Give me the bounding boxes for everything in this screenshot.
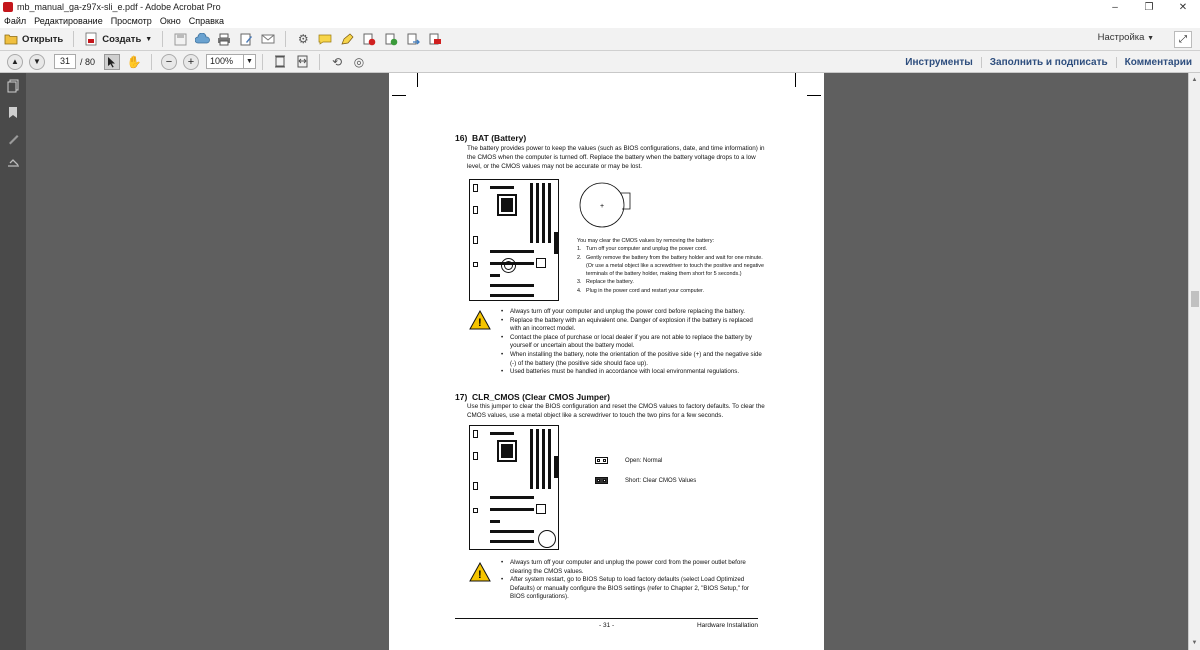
svg-text:+: + xyxy=(600,203,605,210)
open-button[interactable]: Открыть xyxy=(0,30,67,49)
list-item: • When installing the battery, note the orientation of the positive side (+) and the negative side (-) of the battery (the positive side should face up). xyxy=(501,350,762,367)
redact-icon[interactable] xyxy=(427,31,443,47)
rotate-icon[interactable]: ⟲ xyxy=(331,54,343,69)
list-item: • Contact the place of purchase or local dealer if you are not able to replace the battery by yourself or uncertain about the battery model. xyxy=(501,333,752,350)
jumper-open-label: Open: Normal xyxy=(625,458,663,464)
list-item: 2. Gently remove the battery from the battery holder and wait for one minute. (Or use a metal object like a screwdriver to touch the positive and negative terminals of the battery holder, making them short for 5 seconds.) xyxy=(577,254,764,278)
folder-icon xyxy=(4,32,18,46)
comment-icon[interactable] xyxy=(317,31,333,47)
page-footer-section: Hardware Installation xyxy=(696,622,758,629)
list-item: 3. Replace the battery. xyxy=(577,279,634,286)
left-navigation-pane xyxy=(0,73,26,650)
main-toolbar xyxy=(0,28,1200,51)
create-button[interactable]: Создать ▼ xyxy=(80,30,156,49)
motherboard-diagram xyxy=(469,425,559,550)
section-17-description: Use this jumper to clear the BIOS configuration and reset the CMOS values to factory defaults. To clear the CMOS values, use a metal object like a screwdriver to touch the two pins for a few seconds. xyxy=(467,403,765,419)
crop-mark xyxy=(417,73,418,87)
warning-icon xyxy=(469,562,491,582)
section-17-heading: 17) CLR_CMOS (Clear CMOS Jumper) xyxy=(455,392,610,402)
chevron-down-icon[interactable]: ▼ xyxy=(244,54,256,69)
edit-page-icon[interactable] xyxy=(238,31,254,47)
navigation-toolbar xyxy=(0,51,1200,73)
bookmarks-icon[interactable] xyxy=(0,99,26,125)
section-16-heading: 16) BAT (Battery) xyxy=(455,133,527,143)
list-item: 4. Plug in the power cord and restart your computer. xyxy=(577,287,705,294)
fit-width-icon[interactable] xyxy=(294,54,310,70)
previous-page-icon[interactable]: ▲ xyxy=(7,54,23,70)
scroll-thumb[interactable] xyxy=(1191,291,1199,307)
section-16-description: The battery provides power to keep the values (such as BIOS configurations, date, and time information) in the CMOS when the computer is turned off. Replace the battery when the battery voltage drops to a low level, or the CMOS values may not be accurate or may be lost. xyxy=(467,145,765,170)
separator xyxy=(285,31,286,47)
print-icon[interactable] xyxy=(216,31,232,47)
warning-icon xyxy=(469,310,491,330)
window-title: mb_manual_ga-z97x-sli_e.pdf - Adobe Acrobat Pro xyxy=(17,2,221,12)
menu-view[interactable]: Просмотр xyxy=(110,16,152,26)
chevron-down-icon: ▼ xyxy=(145,35,153,43)
separator xyxy=(151,54,152,70)
battery-steps-intro: You may clear the CMOS values by removing the battery: xyxy=(577,238,715,244)
jumper-short-icon xyxy=(595,477,608,484)
list-item: • After system restart, go to BIOS Setup to load factory defaults (select Load Optimized Defaults) or manually configure the BIOS settings (refer to Chapter 2, "BIOS Setup," for BIOS configurations). xyxy=(501,576,749,601)
list-item: • Always turn off your computer and unplug the power cord before replacing the battery. xyxy=(501,308,746,315)
minimize-button[interactable]: – xyxy=(1112,1,1118,13)
extract-page-icon[interactable] xyxy=(405,31,421,47)
gear-icon[interactable]: ⚙ xyxy=(297,32,309,46)
list-item: 1. Turn off your computer and unplug the power cord. xyxy=(577,246,708,253)
expand-icon[interactable]: ⤢ xyxy=(1174,31,1192,48)
jumper-short-label: Short: Clear CMOS Values xyxy=(625,478,697,484)
acrobat-app-icon xyxy=(3,2,13,12)
separator xyxy=(319,54,320,70)
chevron-down-icon: ▼ xyxy=(1147,35,1154,42)
jumper-open-icon xyxy=(595,457,608,464)
email-icon[interactable] xyxy=(260,31,276,47)
next-page-icon[interactable]: ▼ xyxy=(29,54,45,70)
page-thumbnails-icon[interactable] xyxy=(0,73,26,99)
highlight-icon[interactable] xyxy=(339,31,355,47)
vertical-scrollbar[interactable] xyxy=(1188,73,1200,650)
zoom-input[interactable]: 100% xyxy=(206,54,244,69)
zoom-out-icon[interactable]: − xyxy=(161,54,177,70)
hand-tool-icon[interactable]: ✋ xyxy=(126,54,142,69)
title-bar xyxy=(0,0,1200,14)
separator xyxy=(162,31,163,47)
pdf-page xyxy=(389,73,824,650)
scroll-down-icon[interactable]: ▼ xyxy=(1191,640,1198,646)
zoom-in-icon[interactable]: + xyxy=(183,54,199,70)
footer-divider xyxy=(455,618,758,619)
list-item: • Used batteries must be handled in accordance with local environmental regulations. xyxy=(501,368,740,376)
page-number-input[interactable]: 31 xyxy=(54,54,76,69)
fit-page-icon[interactable] xyxy=(272,54,288,70)
customize-dropdown[interactable]: Настройка ▼ xyxy=(1097,32,1154,43)
crop-mark xyxy=(807,95,821,96)
delete-page-icon[interactable] xyxy=(361,31,377,47)
window-controls xyxy=(1098,0,1200,14)
tools-panel-link[interactable]: Инструменты xyxy=(905,56,973,68)
page-total: / 80 xyxy=(80,56,96,67)
page-footer-number: - 31 - xyxy=(599,622,615,629)
cloud-upload-icon[interactable] xyxy=(194,31,210,47)
list-item: • Replace the battery with an equivalent one. Danger of explosion if the battery is replaced with an incorrect model. xyxy=(501,316,753,333)
create-pdf-icon xyxy=(84,32,98,46)
save-icon[interactable] xyxy=(172,31,188,47)
separator xyxy=(73,31,74,47)
panel-links xyxy=(897,51,1200,73)
motherboard-diagram xyxy=(469,179,559,301)
menu-window[interactable]: Окно xyxy=(159,16,181,26)
document-viewport[interactable] xyxy=(26,73,1188,650)
comments-panel-link[interactable]: Комментарии xyxy=(1116,57,1200,68)
svg-text:!: ! xyxy=(478,569,482,581)
battery-warnings xyxy=(499,308,764,377)
read-mode-icon[interactable]: ◎ xyxy=(353,54,365,69)
menu-edit[interactable]: Редактирование xyxy=(34,16,103,26)
clr-cmos-warnings xyxy=(499,559,764,602)
svg-text:!: ! xyxy=(478,317,482,329)
maximize-button[interactable]: ❐ xyxy=(1144,1,1154,13)
list-item: • Always turn off your computer and unplug the power cord from the power outlet before clearing the CMOS values. xyxy=(501,559,746,575)
crop-mark xyxy=(392,95,406,96)
select-cursor-icon[interactable] xyxy=(104,54,120,70)
scroll-up-icon[interactable]: ▲ xyxy=(1191,77,1198,83)
layers-icon[interactable] xyxy=(0,151,26,177)
close-button[interactable]: ✕ xyxy=(1178,1,1188,13)
separator xyxy=(262,54,263,70)
crop-mark xyxy=(795,73,796,87)
battery-illustration xyxy=(578,179,634,229)
menu-help[interactable]: Справка xyxy=(188,16,225,26)
signature-icon[interactable] xyxy=(0,125,26,151)
battery-removal-steps xyxy=(577,237,772,295)
insert-page-icon[interactable] xyxy=(383,31,399,47)
fill-sign-panel-link[interactable]: Заполнить и подписать xyxy=(981,57,1116,68)
menu-file[interactable]: Файл xyxy=(4,16,27,26)
menu-bar xyxy=(0,14,1200,28)
